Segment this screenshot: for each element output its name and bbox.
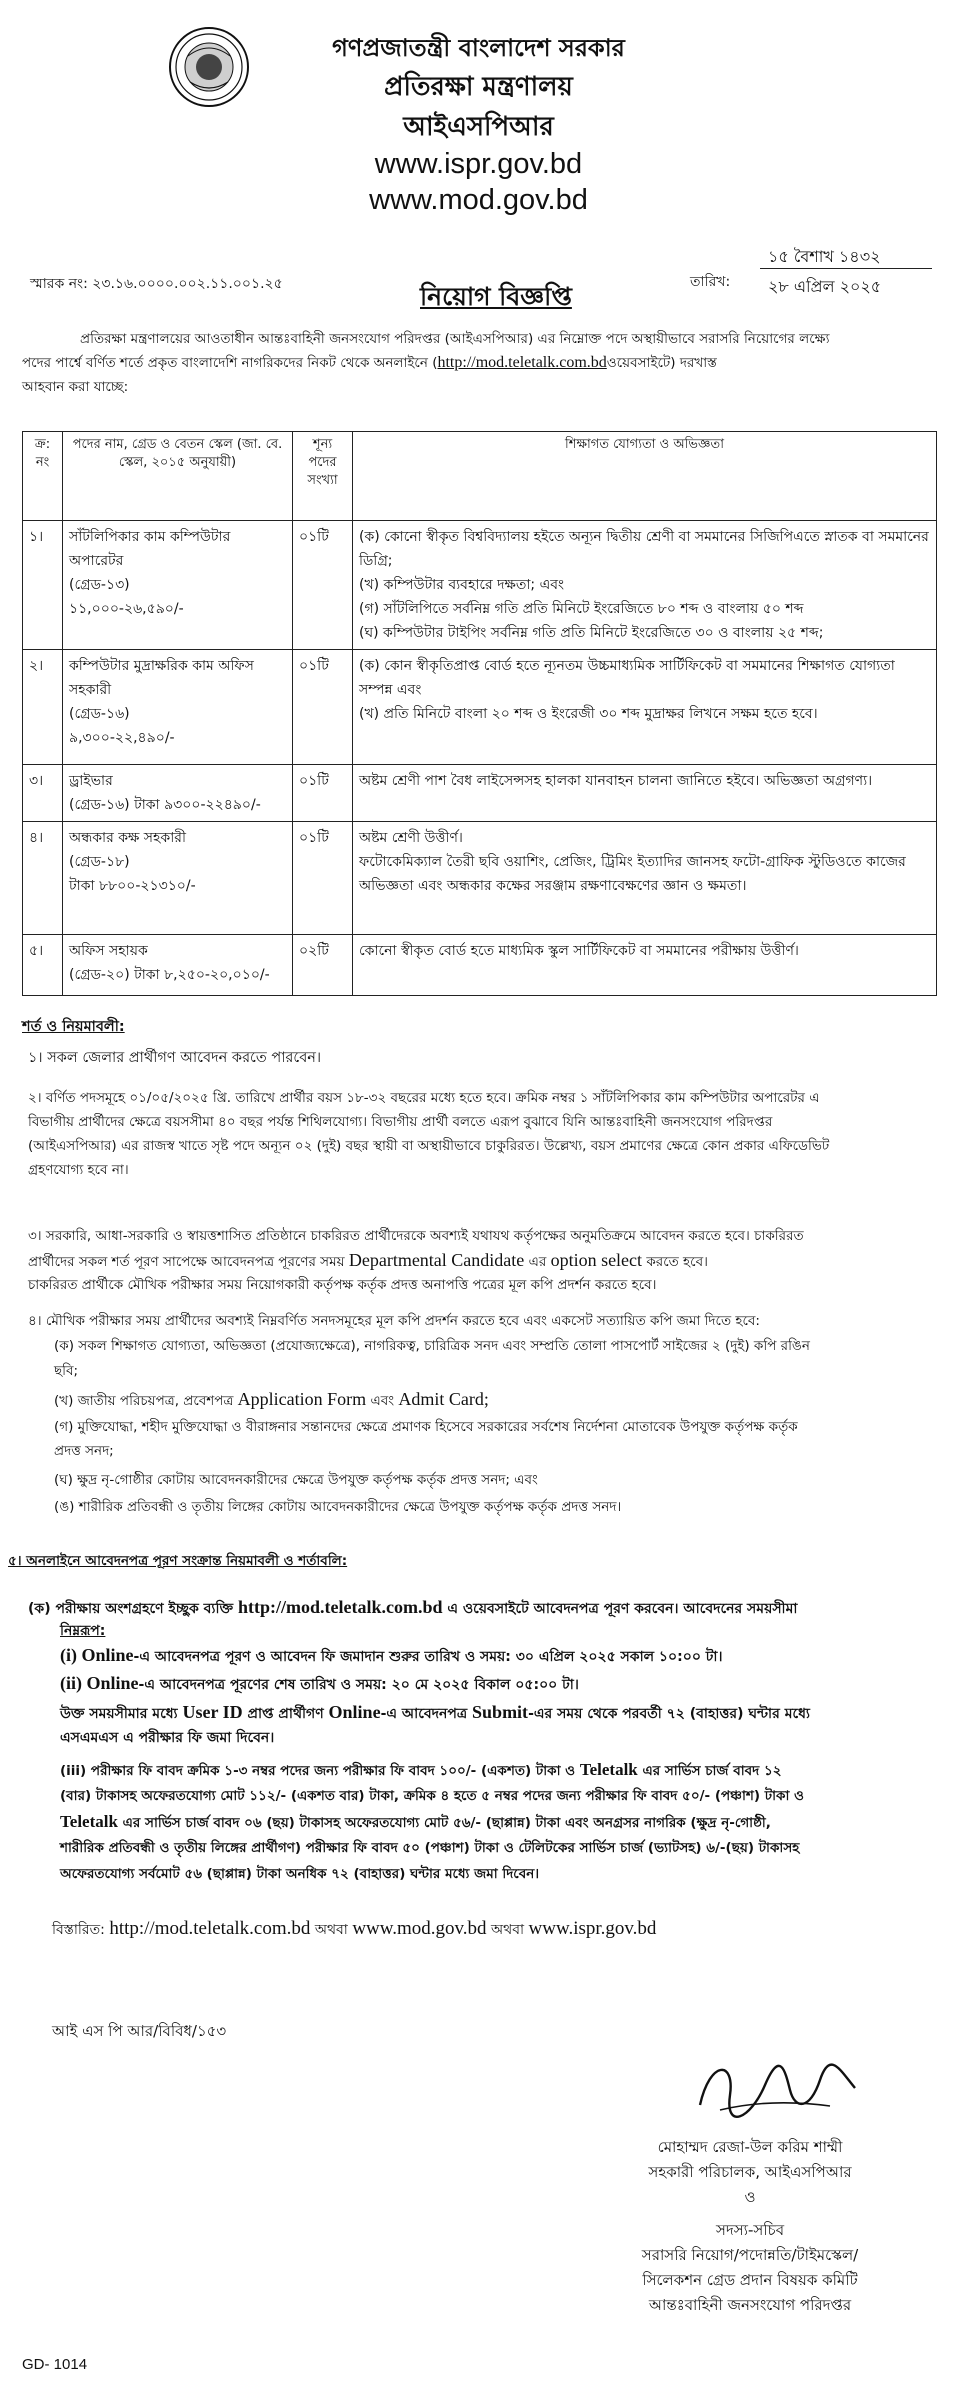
post-grade: (গ্রেড-১৮) <box>69 854 130 870</box>
row-post <box>63 521 293 650</box>
table-row <box>23 521 937 650</box>
online-i-label: (i) Online <box>60 1645 134 1665</box>
header-govt: গণপ্রজাতন্ত্রী বাংলাদেশ সরকার <box>332 34 625 62</box>
online-ii-text: -এ আবেদনপত্র পূরণের শেষ তারিখ ও সময়: ২০ মে ২০২৫ বিকাল ০৫:০০ টা। <box>138 1677 579 1693</box>
post-scale: ১১,০০০-২৬,৫৯০/- <box>69 601 184 617</box>
condition-4: ৪। মৌখিক পরীক্ষার সময় প্রার্থীদের অবশ্যই নিম্নবর্ণিত সনদসমূহের মূল কপি প্রদর্শন করতে হবে এবং একসেট সত্যায়িত কপি জমা দিতে হবে: <box>28 1313 760 1329</box>
qual-item: অষ্টম শ্রেণী উত্তীর্ণ। <box>359 830 463 846</box>
teletalk-link[interactable]: http://mod.teletalk.com.bd <box>237 1597 443 1617</box>
teletalk-link[interactable]: http://mod.teletalk.com.bd <box>437 354 607 371</box>
row-count: ০২টি <box>293 935 353 996</box>
row-count: ০১টি <box>293 521 353 650</box>
qual-item: ফটোকেমিক্যাল তৈরী ছবি ওয়াশিং, প্রেজিং, ট্রিমিং ইত্যাদির জানসহ ফটো-গ্রাফিক স্টুডিওতে কাজের অভিজ্ঞতা এবং অন্ধকার কক্ষের সরঞ্জাম রক্ষণাবেক্ষণের জ্ঞান ও ক্ষমতা। <box>359 854 906 894</box>
online-userid-line-1 <box>60 1701 810 1725</box>
row-sl: ৪। <box>23 822 63 935</box>
date-english: ২৮ এপ্রিল ২০২৫ <box>768 277 882 296</box>
date-bangla: ১৫ বৈশাখ ১৪৩২ <box>768 247 881 266</box>
iii-text: এর সার্ভিস চার্জ বাবদ ০৬ (ছয়) টাকাসহ অফেরতযোগ্য মোট ৫৬/- (ছাপ্পান্ন) টাকা এবং অনগ্রসর নাগরিক (ক্ষুদ্র নৃ-গোষ্ঠী, <box>117 1815 771 1831</box>
condition-1: ১। সকল জেলার প্রার্থীগণ আবেদন করতে পারবেন। <box>28 1050 322 1066</box>
condition-2-line-1: ২। বর্ণিত পদসমূহে ০১/০৫/২০২৫ খ্রি. তারিখে প্রার্থীর বয়স ১৮-৩২ বছরের মধ্যে হতে হবে। ক্রমিক নম্বর ১ সাঁটলিপিকার কাম কম্পিউটার অপারেটর এ <box>28 1090 820 1106</box>
qual-item: অষ্টম শ্রেণী পাশ বৈধ লাইসেন্সসহ হালকা যানবাহন চালনা জানিতে হইবে। অভিজ্ঞতা অগ্রগণ্য। <box>359 773 873 789</box>
c4-kha-text: (খ) জাতীয় পরিচয়পত্র, প্রবেশপত্র <box>54 1393 238 1409</box>
table-row <box>23 935 937 996</box>
online-iii-line-2: (বার) টাকাসহ অফেরতযোগ্য মোট ১১২/- (একশত বার) টাকা, ক্রমিক ৪ হতে ৫ নম্বর পদের জন্য পরীক্ষার ফি বাবদ ৫০/- (পঞ্চাশ) টাকা ও <box>60 1788 804 1804</box>
row-post <box>63 765 293 822</box>
condition-4-kha <box>54 1388 489 1412</box>
intro-line-2 <box>22 352 717 374</box>
post-scale: ৯,৩০০-২২,৪৯০/- <box>69 730 175 746</box>
online-iii-line-1 <box>60 1759 781 1782</box>
header-qual: শিক্ষাগত যোগ্যতা ও অভিজ্ঞতা <box>353 432 937 521</box>
condition-3-line-2 <box>28 1249 708 1273</box>
date-label: তারিখ: <box>690 274 731 290</box>
conditions-heading: শর্ত ও নিয়মাবলী: <box>22 1019 125 1035</box>
signature <box>690 2050 870 2130</box>
row-qual <box>353 765 937 822</box>
footer-reference: আই এস পি আর/বিবিধ/১৫৩ <box>52 2022 227 2040</box>
details-line <box>52 1918 656 1941</box>
condition-2-line-3: (আইএসপিআর) এর রাজস্ব খাতে সৃষ্ট পদে অন্যূন ০২ (দুই) বছর স্থায়ী বা অস্থায়ীভাবে চাকুরিরত। উল্লেখ্য, বয়স প্রমাণের ক্ষেত্রে কোন প্রকার এফিডেভিট <box>28 1138 830 1154</box>
committee-line-2: সিলেকশন গ্রেড প্রদান বিষয়ক কমিটি <box>642 2271 858 2289</box>
signer-and: ও <box>744 2188 756 2206</box>
admit-card-text: Admit Card; <box>398 1389 489 1409</box>
row-sl: ২। <box>23 650 63 765</box>
online-ka-line-2: নিম্নরূপ: <box>60 1623 106 1639</box>
qual-item: কোনো স্বীকৃত বোর্ড হতে মাধ্যমিক স্কুল সার্টিফিকেট বা সমমানের পরীক্ষায় উত্তীর্ণ। <box>359 943 799 959</box>
online-ka-text: (ক) পরীক্ষায় অংশগ্রহণে ইচ্ছুক ব্যক্তি <box>28 1601 238 1617</box>
gd-number: GD- 1014 <box>22 2356 88 2373</box>
signer-name: মোহাম্মদ রেজা-উল করিম শাম্মী <box>657 2138 843 2156</box>
post-grade: (গ্রেড-১৩) <box>69 577 130 593</box>
online-ka-line-1 <box>28 1596 797 1620</box>
qual-item: (ক) কোনো স্বীকৃত বিশ্ববিদ্যালয় হইতে অন্যূন দ্বিতীয় শ্রেণী বা সমমানের সিজিপিএতে স্নাতক বা সমমানের ডিগ্রি; <box>359 529 929 569</box>
row-sl: ১। <box>23 521 63 650</box>
uid-text: -এর সময় থেকে পরবর্তী ৭২ (বাহাত্তর) ঘন্টার মধ্যে <box>528 1706 810 1722</box>
signer-member: সদস্য-সচিব <box>715 2221 785 2239</box>
post-grade: (গ্রেড-১৬) টাকা ৯৩০০-২২৪৯০/- <box>69 797 261 813</box>
details-or: অথবা <box>486 1922 529 1938</box>
signer-block <box>560 2135 940 2318</box>
condition-2-line-2: বিভাগীয় প্রার্থীদের ক্ষেত্রে বয়সসীমা ৪০ বছর পর্যন্ত শিথিলযোগ্য। বিভাগীয় প্রার্থী বলতে এরূপ বুঝাবে যিনি আন্তঃবাহিনী জনসংযোগ পরিদপ্তর <box>28 1114 773 1130</box>
details-or: অথবা <box>310 1922 353 1938</box>
row-post <box>63 935 293 996</box>
mod-link[interactable]: www.mod.gov.bd <box>352 1918 487 1939</box>
signer-title: সহকারী পরিচালক, আইএসপিআর <box>648 2163 852 2181</box>
condition-4-ga-1: (গ) মুক্তিযোদ্ধা, শহীদ মুক্তিযোদ্ধা ও বীরাঙ্গনার সন্তানদের ক্ষেত্রে প্রমাণক হিসেবে সরকারের সর্বশেষ নির্দেশনা মোতাবেক উপযুক্ত কর্তৃপক্ষ কর্তৃক <box>54 1419 798 1435</box>
row-sl: ৩। <box>23 765 63 822</box>
submit-text: Submit <box>472 1702 529 1722</box>
post-name: সাঁটলিপিকার কাম কম্পিউটার অপারেটর <box>69 529 231 569</box>
header-count: শূন্য পদের সংখ্যা <box>293 432 353 521</box>
qual-item: (ঘ) কম্পিউটার টাইপিং সর্বনিম্ন গতি প্রতি মিনিটে ইংরেজিতে ৩০ ও বাংলায় ২৫ শব্দ; <box>359 625 824 641</box>
committee-line-1: সরাসরি নিয়োগ/পদোন্নতি/টাইমস্কেল/ <box>641 2246 859 2264</box>
row-count: ০১টি <box>293 650 353 765</box>
post-scale: টাকা ৮৮০০-২১৩১০/- <box>69 878 196 894</box>
c4-kha-text: এবং <box>366 1393 399 1409</box>
c3-text: করতে হবে। <box>642 1254 708 1270</box>
qual-item: (ক) কোন স্বীকৃতিপ্রাপ্ত বোর্ড হতে ন্যূনতম উচ্চমাধ্যমিক সার্টিফিকেট বা সমমানের শিক্ষাগত যোগ্যতা সম্পন্ন এবং <box>359 658 895 698</box>
application-form-text: Application Form <box>237 1389 367 1409</box>
teletalk-text: Teletalk <box>60 1812 118 1831</box>
details-label: বিস্তারিত: <box>52 1922 110 1938</box>
table-row <box>23 822 937 935</box>
notice-title: নিয়োগ বিজ্ঞপ্তি <box>420 282 572 311</box>
header-ministry: প্রতিরক্ষা মন্ত্রণালয় <box>384 72 573 102</box>
option-select-text: option select <box>550 1250 643 1270</box>
row-sl: ৫। <box>23 935 63 996</box>
header-post: পদের নাম, গ্রেড ও বেতন স্কেল (জা. বে. স্কেল, ২০১৫ অনুযায়ী) <box>63 432 293 521</box>
c3-text: এর <box>524 1254 551 1270</box>
post-name: অফিস সহায়ক <box>69 943 148 959</box>
condition-4-umo: (ঙ) শারীরিক প্রতিবন্ধী ও তৃতীয় লিঙ্গের কোটায় আবেদনকারীদের ক্ষেত্রে উপযুক্ত কর্তৃপক্ষ কর্তৃক প্রদত্ত সনদ। <box>54 1499 622 1515</box>
condition-4-ga-2: প্রদত্ত সনদ; <box>54 1443 114 1459</box>
qual-item: (গ) সাঁটলিপিতে সর্বনিম্ন গতি প্রতি মিনিটে ইংরেজিতে ৮০ শব্দ ও বাংলায় ৫০ শব্দ <box>359 601 804 617</box>
post-grade: (গ্রেড-১৬) <box>69 706 130 722</box>
row-count: ০১টি <box>293 765 353 822</box>
online-iii-line-5: অফেরতযোগ্য সর্বমোট ৫৬ (ছাপ্পান্ন) টাকা অনধিক ৭২ (বাহাত্তর) ঘন্টার মধ্যে জমা দিবেন। <box>60 1866 540 1882</box>
qual-item: (খ) প্রতি মিনিটে বাংলা ২০ শব্দ ও ইংরেজী ৩০ শব্দ মুদ্রাক্ষর লিখনে সক্ষম হতে হবে। <box>359 706 818 722</box>
table-row <box>23 650 937 765</box>
post-name: কম্পিউটার মুদ্রাক্ষরিক কাম অফিস সহকারী <box>69 658 254 698</box>
header-url-mod[interactable]: www.mod.gov.bd <box>369 184 588 216</box>
intro-line-3: আহবান করা যাচ্ছে: <box>22 379 129 395</box>
intro-line-1: প্রতিরক্ষা মন্ত্রণালয়ের আওতাধীন আন্তঃবাহিনী জনসংযোগ পরিদপ্তর (আইএসপিআর) এর নিম্নোক্ত পদে অস্থায়ীভাবে সরাসরি নিয়োগের লক্ষ্যে <box>80 331 830 347</box>
ispr-link[interactable]: www.ispr.gov.bd <box>528 1918 657 1939</box>
post-name: ড্রাইভার <box>69 773 113 789</box>
intro-text-b: ওয়েবসাইটে) দরখাস্ত <box>606 355 717 371</box>
row-post <box>63 650 293 765</box>
condition-4-ka-1: (ক) সকল শিক্ষাগত যোগ্যতা, অভিজ্ঞতা (প্রযোজ্যক্ষেত্রে), নাগরিকত্ব, চারিত্রিক সনদ এবং সম্প্রতি তোলা পাসপোর্ট সাইজের ২ (দুই) কপি রঙিন <box>54 1338 810 1354</box>
date-divider <box>760 268 932 269</box>
c3-text: প্রার্থীদের সকল শর্ত পূরণ সাপেক্ষে আবেদনপত্র পূরণের সময় <box>28 1254 349 1270</box>
condition-3-line-3: চাকরিরত প্রার্থীকে মৌখিক পরীক্ষার সময় নিয়োগকারী কর্তৃপক্ষ কর্তৃক প্রদত্ত অনাপত্তি পত্রের মূল কপি প্রদর্শন করতে হবে। <box>28 1277 657 1293</box>
uid-text: প্রাপ্ত প্রার্থীগণ <box>242 1706 329 1722</box>
row-qual <box>353 822 937 935</box>
condition-2-line-4: গ্রহণযোগ্য হবে না। <box>28 1162 129 1178</box>
post-name: অন্ধকার কক্ষ সহকারী <box>69 830 186 846</box>
row-qual <box>353 521 937 650</box>
table-row <box>23 765 937 822</box>
header-office: আইএসপিআর <box>403 112 554 142</box>
memo-number: স্মারক নং: ২৩.১৬.০০০০.০০২.১১.০০১.২৫ <box>30 276 283 292</box>
online-iii-line-3 <box>60 1811 771 1834</box>
departmental-candidate-text: Departmental Candidate <box>348 1250 525 1270</box>
iii-text: (iii) পরীক্ষার ফি বাবদ ক্রমিক ১-৩ নম্বর পদের জন্য পরীক্ষার ফি বাবদ ১০০/- (একশত) টাকা ও <box>60 1763 580 1779</box>
online-ii-label: (ii) Online <box>60 1673 139 1693</box>
qual-item: (খ) কম্পিউটার ব্যবহারে দক্ষতা; এবং <box>359 577 565 593</box>
condition-4-ka-2: ছবি; <box>54 1363 79 1379</box>
uid-text: উক্ত সময়সীমার মধ্যে <box>60 1706 183 1722</box>
committee-line-3: আন্তঃবাহিনী জনসংযোগ পরিদপ্তর <box>648 2296 852 2314</box>
online-iii-line-4: শারীরিক প্রতিবন্ধী ও তৃতীয় লিঙ্গের প্রার্থীগণ) পরীক্ষার ফি বাবদ ৫০ (পঞ্চাশ) টাকা ও টেলিটকের সার্ভিস চার্জ (ভ্যাটসহ) ৬/-(ছয়) টাকাসহ <box>60 1840 800 1856</box>
iii-text: এর সার্ভিস চার্জ বাবদ ১২ <box>637 1763 782 1779</box>
row-qual <box>353 650 937 765</box>
online-ka-text: এ ওয়েবসাইটে আবেদনপত্র পূরণ করবেন। আবেদনের সময়সীমা <box>442 1601 798 1617</box>
header-url-ispr[interactable]: www.ispr.gov.bd <box>374 148 583 180</box>
teletalk-text: Teletalk <box>579 1760 638 1779</box>
user-id-text: User ID <box>182 1702 243 1722</box>
header-sl: ক্র: নং <box>23 432 63 521</box>
online-heading: ৫। অনলাইনে আবেদনপত্র পূরণ সংক্রান্ত নিয়মাবলী ও শর্তাবলি: <box>8 1553 348 1569</box>
condition-3-line-1: ৩। সরকারি, আধা-সরকারি ও স্বায়ত্তশাসিত প্রতিষ্ঠানে চাকরিরত প্রার্থীদেরকে অবশ্যই যথাযথ কর্তৃপক্ষের অনুমতিক্রমে আবেদন করতে হবে। চাকরিরত <box>28 1228 804 1244</box>
row-post <box>63 822 293 935</box>
row-count: ০১টি <box>293 822 353 935</box>
post-grade: (গ্রেড-২০) টাকা ৮,২৫০-২০,০১০/- <box>69 967 270 983</box>
online-text: Online <box>328 1702 381 1722</box>
teletalk-link[interactable]: http://mod.teletalk.com.bd <box>109 1918 311 1939</box>
intro-text-a: পদের পার্শ্বে বর্ণিত শর্তে প্রকৃত বাংলাদেশি নাগরিকদের নিকট থেকে অনলাইনে ( <box>22 355 438 371</box>
online-i-text: -এ আবেদনপত্র পূরণ ও আবেদন ফি জমাদান শুরুর তারিখ ও সময়: ৩০ এপ্রিল ২০২৫ সকাল ১০:০০ টা। <box>133 1649 723 1665</box>
online-ii <box>60 1672 579 1696</box>
posts-table <box>22 431 937 996</box>
row-qual <box>353 935 937 996</box>
online-i <box>60 1644 723 1668</box>
table-header-row <box>23 432 937 521</box>
uid-text: -এ আবেদনপত্র <box>380 1706 473 1722</box>
condition-4-gha: (ঘ) ক্ষুদ্র নৃ-গোষ্ঠীর কোটায় আবেদনকারীদের ক্ষেত্রে উপযুক্ত কর্তৃপক্ষ কর্তৃক প্রদত্ত সনদ; এবং <box>54 1472 538 1488</box>
online-userid-line-2: এসএমএস এ পরীক্ষার ফি জমা দিবেন। <box>60 1730 275 1746</box>
